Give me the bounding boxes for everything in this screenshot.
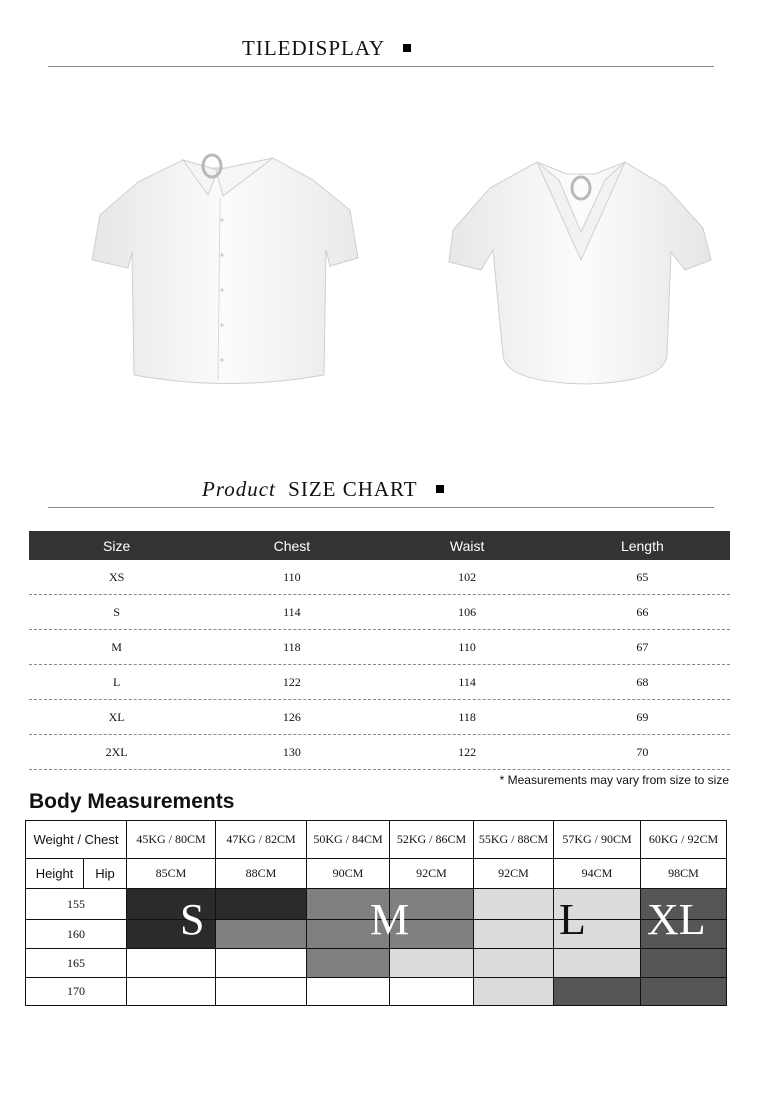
- body-measurements-grid: [25, 820, 726, 1005]
- size-fill-cell: [126, 948, 216, 978]
- size-cell: XS: [108, 569, 125, 584]
- size-fill-cell: [126, 919, 216, 949]
- size-cell: M: [111, 639, 122, 654]
- shirt-front-image: [88, 140, 368, 390]
- header-divider: [48, 66, 714, 67]
- size-fill-cell: [553, 919, 641, 949]
- size-cell: 66: [636, 604, 649, 619]
- weight-chest-cell: 50KG / 84CM: [306, 820, 390, 859]
- size-fill-cell: [389, 888, 474, 920]
- size-cell: 69: [636, 709, 649, 724]
- size-cell: 67: [636, 639, 649, 654]
- size-cell: 126: [282, 709, 301, 724]
- size-fill-cell: [389, 919, 474, 949]
- square-bullet-icon: [403, 44, 411, 52]
- hip-cell: 92CM: [473, 858, 554, 889]
- size-label-s: S: [180, 895, 205, 944]
- size-fill-cell: [640, 919, 727, 949]
- weight-chest-cell: 52KG / 86CM: [389, 820, 474, 859]
- hip-cell: 88CM: [215, 858, 307, 889]
- size-cell: 110: [458, 639, 476, 654]
- hip-label: Hip: [83, 858, 127, 889]
- weight-chest-cell: 47KG / 82CM: [215, 820, 307, 859]
- size-fill-cell: [215, 977, 307, 1006]
- size-cell: 2XL: [105, 744, 128, 759]
- size-cell: 65: [636, 569, 649, 584]
- size-label-xl: XL: [647, 895, 706, 944]
- size-fill-cell: [473, 948, 554, 978]
- size-fill-cell: [126, 977, 216, 1006]
- size-fill-cell: [215, 919, 307, 949]
- size-cell: 68: [636, 674, 649, 689]
- weight-chest-cell: 60KG / 92CM: [640, 820, 727, 859]
- size-label-l: L: [559, 895, 586, 944]
- size-cell: 102: [458, 569, 477, 584]
- table-row: [29, 560, 730, 595]
- size-fill-cell: [215, 948, 307, 978]
- size-fill-cell: [306, 977, 390, 1006]
- height-cell: 165: [25, 948, 127, 978]
- height-cell: 160: [25, 919, 127, 949]
- size-fill-cell: [306, 888, 390, 920]
- brand-header: [242, 36, 411, 61]
- body-measurements-title: Body Measurements: [29, 790, 235, 813]
- measurement-note: * Measurements may vary from size to size: [499, 773, 729, 787]
- hip-cell: 92CM: [389, 858, 474, 889]
- size-table-body: [29, 560, 730, 770]
- weight-chest-cell: 57KG / 90CM: [553, 820, 641, 859]
- size-col-header-chest: Chest: [273, 537, 311, 554]
- size-cell: 118: [458, 709, 476, 724]
- table-row: [29, 665, 730, 700]
- size-fill-cell: [640, 948, 727, 978]
- size-fill-cell: [473, 919, 554, 949]
- size-cell: 106: [458, 604, 477, 619]
- hip-cell: 85CM: [126, 858, 216, 889]
- size-fill-cell: [473, 888, 554, 920]
- size-cell: 122: [282, 674, 301, 689]
- size-fill-cell: [306, 948, 390, 978]
- size-cell: 130: [282, 744, 301, 759]
- size-fill-cell: [553, 977, 641, 1006]
- size-chart-title: SIZE CHART: [288, 477, 418, 501]
- size-cell: S: [113, 604, 120, 619]
- table-row: [29, 630, 730, 665]
- shirt-back-image: [445, 150, 715, 390]
- weight-chest-label: Weight / Chest: [25, 820, 127, 859]
- size-fill-cell: [553, 948, 641, 978]
- size-chart-divider: [48, 507, 714, 508]
- brand-name: TILEDISPLAY: [242, 36, 386, 60]
- size-col-header-waist: Waist: [449, 537, 485, 554]
- size-cell: XL: [108, 709, 125, 724]
- size-table-header: [29, 531, 730, 560]
- weight-chest-cell: 55KG / 88CM: [473, 820, 554, 859]
- size-fill-cell: [640, 888, 727, 920]
- size-fill-cell: [215, 888, 307, 920]
- size-cell: 70: [636, 744, 649, 759]
- height-cell: 155: [25, 888, 127, 920]
- size-fill-cell: [389, 948, 474, 978]
- table-row: [29, 735, 730, 770]
- size-table: [29, 531, 730, 770]
- height-label: Height: [25, 858, 84, 889]
- size-cell: 114: [458, 674, 476, 689]
- size-chart-prefix: Product: [202, 477, 276, 501]
- size-chart-header: [202, 477, 444, 502]
- size-label-m: M: [370, 895, 410, 944]
- size-cell: 118: [283, 639, 301, 654]
- hip-cell: 90CM: [306, 858, 390, 889]
- size-col-header-length: Length: [620, 537, 664, 554]
- size-fill-cell: [389, 977, 474, 1006]
- square-bullet-icon: [436, 485, 444, 493]
- size-col-header-size: Size: [103, 537, 131, 554]
- size-cell: L: [112, 674, 121, 689]
- size-fill-cell: [473, 977, 554, 1006]
- size-fill-cell: [553, 888, 641, 920]
- table-row: [29, 595, 730, 630]
- size-cell: 114: [283, 604, 301, 619]
- size-cell: 122: [458, 744, 477, 759]
- size-fill-cell: [640, 977, 727, 1006]
- weight-chest-cell: 45KG / 80CM: [126, 820, 216, 859]
- size-fill-cell: [306, 919, 390, 949]
- table-row: [29, 700, 730, 735]
- size-fill-cell: [126, 888, 216, 920]
- hip-cell: 98CM: [640, 858, 727, 889]
- hip-cell: 94CM: [553, 858, 641, 889]
- size-cell: 110: [283, 569, 301, 584]
- height-cell: 170: [25, 977, 127, 1006]
